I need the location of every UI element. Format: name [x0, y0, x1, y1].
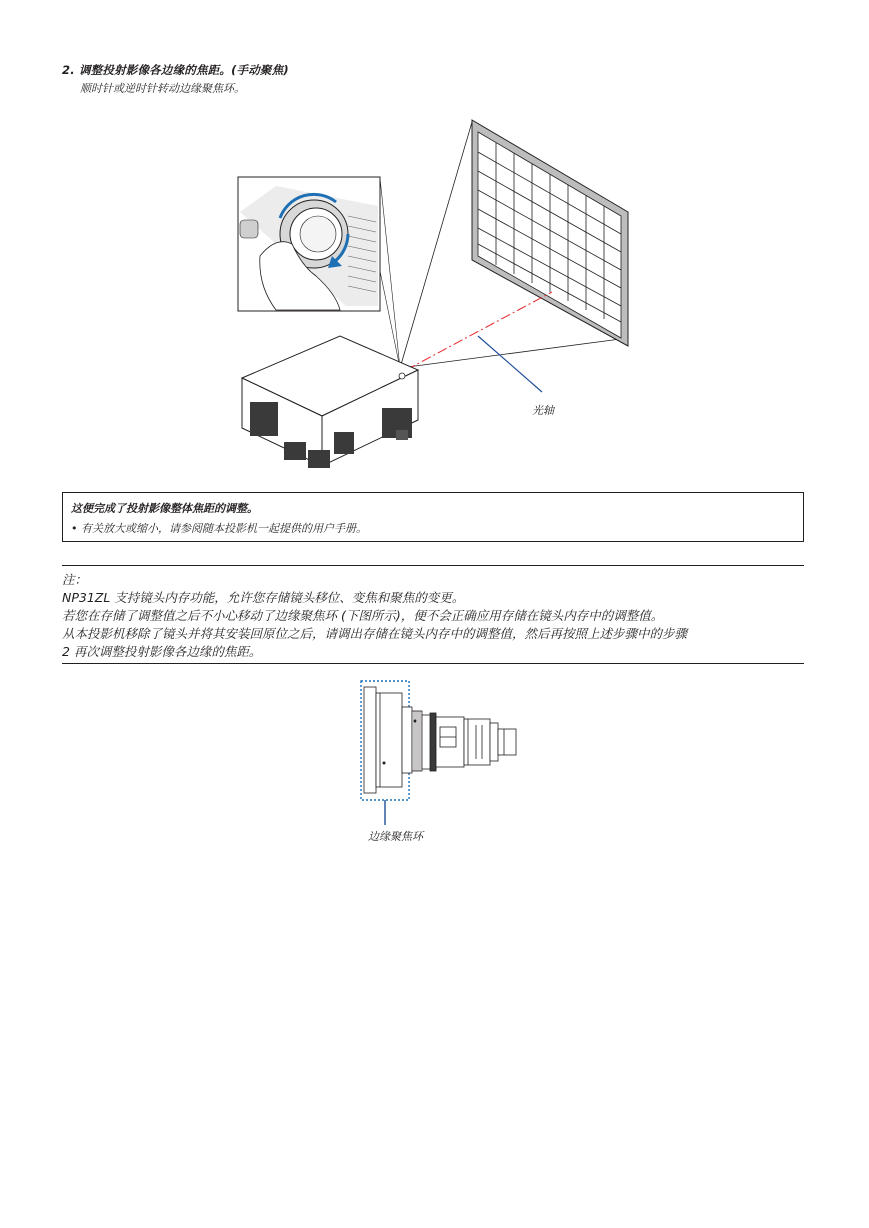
- projector-body: [242, 336, 418, 468]
- optical-axis-leader: [478, 336, 542, 392]
- lens-closeup-inset: [238, 177, 380, 311]
- step-title: 2. 调整投射影像各边缘的焦距。(手动聚焦): [62, 63, 289, 77]
- summary-box: [62, 492, 804, 542]
- summary-title: 这便完成了投射影像整体焦距的调整。: [71, 502, 258, 515]
- lens-front-flange: [364, 687, 376, 793]
- summary-bullet: • 有关放大或缩小，请参阅随本投影机一起提供的用户手册。: [71, 522, 367, 535]
- lens-side-view-illustration: [356, 677, 526, 827]
- peripheral-focus-ring-label: 边缘聚焦环: [368, 830, 423, 843]
- note-line-4: 2 再次调整投射影像各边缘的焦距。: [62, 644, 262, 659]
- note-top-divider: [62, 565, 804, 566]
- note-line-2: 若您在存储了调整值之后不小心移动了边缘聚焦环 (下图所示)，便不会正确应用存储在镜头内存中的调整值。: [62, 608, 664, 623]
- projection-line-top: [400, 122, 472, 368]
- callout-line-1: [380, 178, 400, 368]
- step-description: 顺时针或逆时针转动边缘聚焦环。: [80, 82, 245, 95]
- note-line-3: 从本投影机移除了镜头并将其安装回原位之后，请调出存储在镜头内存中的调整值，然后再按照上述步骤中的步骤: [62, 626, 688, 641]
- projector-focus-illustration: [236, 116, 636, 476]
- note-label: 注：: [62, 572, 88, 587]
- note-line-1: NP31ZL 支持镜头内存功能，允许您存储镜头移位、变焦和聚焦的变更。: [62, 590, 465, 605]
- projection-screen: [472, 120, 628, 346]
- note-bottom-divider: [62, 663, 804, 664]
- optical-axis-line: [406, 292, 552, 370]
- callout-line-2: [380, 271, 400, 368]
- projection-line-bottom: [400, 338, 628, 368]
- optical-axis-label: 光轴: [532, 404, 554, 417]
